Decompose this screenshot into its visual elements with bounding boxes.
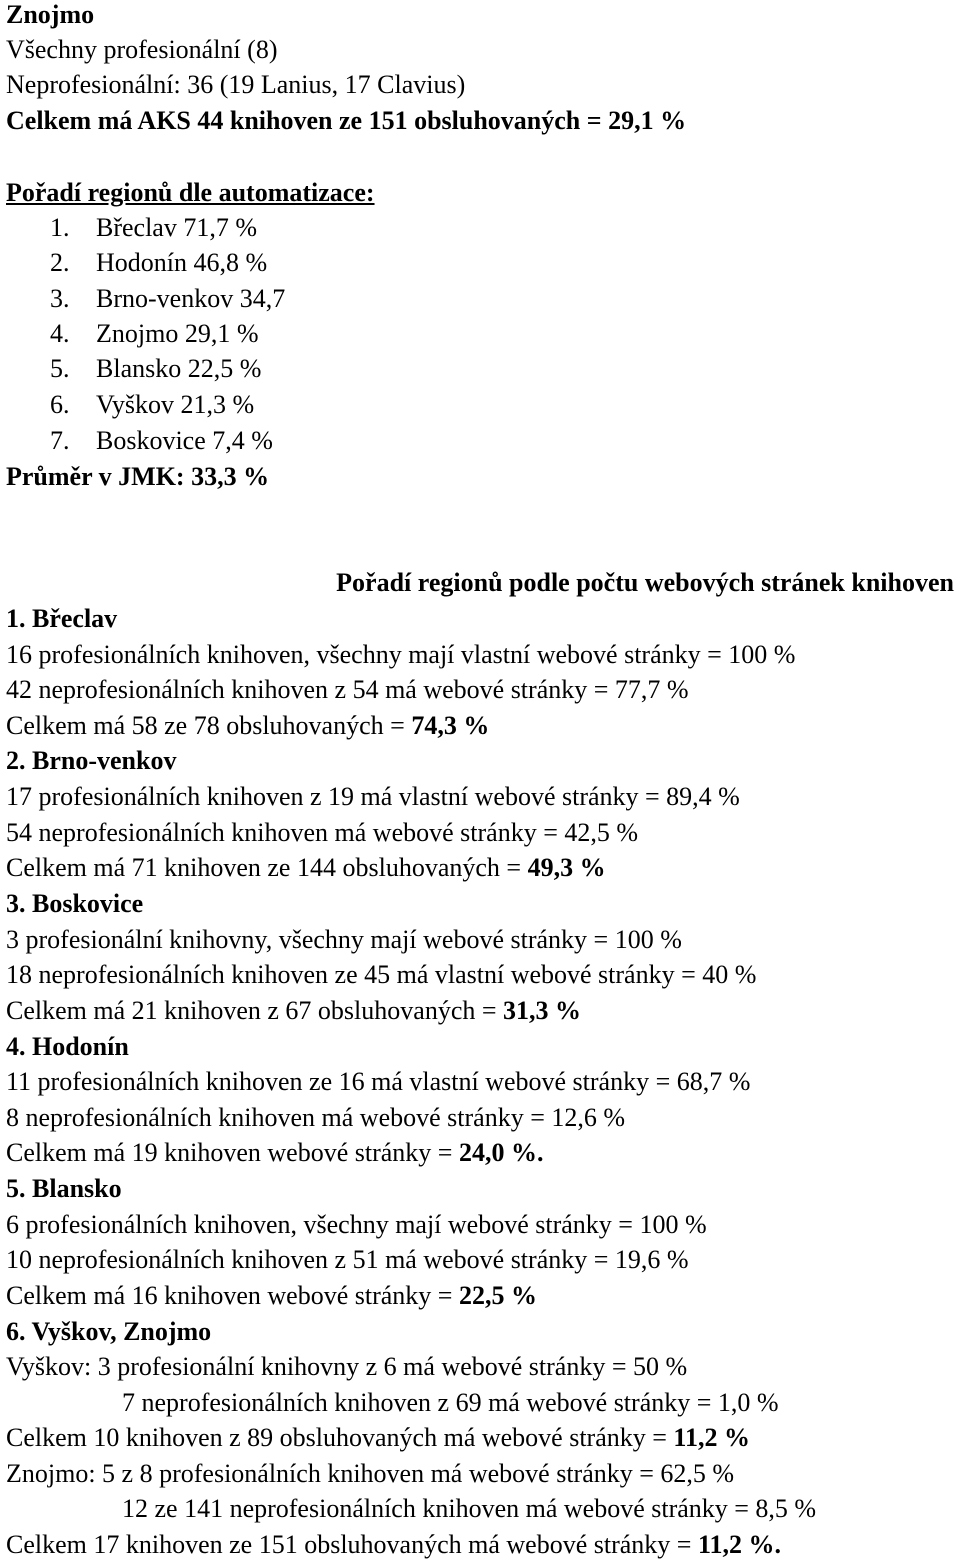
section-total: Celkem má 21 knihoven z 67 obsluhovaných = 31,3 % [6,996,582,1025]
section-line: 12 ze 141 neprofesionálních knihoven má webové stránky = 8,5 % [122,1494,817,1523]
list-item: 3. Brno-venkov 34,7 [50,284,286,313]
section-title-boskovice: 3. Boskovice [6,889,144,918]
section-title-breclav: 1. Břeclav [6,604,118,633]
list-item: 6. Vyškov 21,3 % [50,390,255,419]
automation-average: Průměr v JMK: 33,3 % [6,462,270,491]
header-line-nonprofessional: Neprofesionální: 36 (19 Lanius, 17 Clavius) [6,70,466,99]
section-total: Celkem 17 knihoven ze 151 obsluhovaných má webové stránky = 11,2 %. [6,1530,782,1559]
section-total: Celkem má 19 knihoven webové stránky = 24,0 %. [6,1138,544,1167]
section-line: 3 profesionální knihovny, všechny mají webové stránky = 100 % [6,925,682,954]
section-title-blansko: 5. Blansko [6,1174,122,1203]
list-item: 5. Blansko 22,5 % [50,354,262,383]
list-item: 7. Boskovice 7,4 % [50,426,273,455]
section-line: Vyškov: 3 profesionální knihovny z 6 má webové stránky = 50 % [6,1352,688,1381]
section-line: 6 profesionálních knihoven, všechny mají webové stránky = 100 % [6,1210,707,1239]
section-title-vyskov-znojmo: 6. Vyškov, Znojmo [6,1317,212,1346]
section-title-brno-venkov: 2. Brno-venkov [6,746,177,775]
section-line: 11 profesionálních knihoven ze 16 má vlastní webové stránky = 68,7 % [6,1067,751,1096]
web-heading: Pořadí regionů podle počtu webových stránek knihoven [336,568,954,597]
automation-heading: Pořadí regionů dle automatizace: [6,178,375,207]
section-total: Celkem má 58 ze 78 obsluhovaných = 74,3 % [6,711,490,740]
header-line-total: Celkem má AKS 44 knihoven ze 151 obsluhovaných = 29,1 % [6,106,687,135]
section-line: 8 neprofesionálních knihoven má webové stránky = 12,6 % [6,1103,626,1132]
section-line: 7 neprofesionálních knihoven z 69 má webové stránky = 1,0 % [122,1388,779,1417]
section-title-hodonin: 4. Hodonín [6,1032,129,1061]
list-item: 1. Břeclav 71,7 % [50,213,258,242]
section-line: 54 neprofesionálních knihoven má webové stránky = 42,5 % [6,818,639,847]
header-line-professional: Všechny profesionální (8) [6,35,278,64]
section-total: Celkem má 71 knihoven ze 144 obsluhovaných = 49,3 % [6,853,606,882]
section-total: Celkem 10 knihoven z 89 obsluhovaných má webové stránky = 11,2 % [6,1423,750,1452]
list-item: 2. Hodonín 46,8 % [50,248,268,277]
section-line: 16 profesionálních knihoven, všechny mají vlastní webové stránky = 100 % [6,640,796,669]
section-line: 42 neprofesionálních knihoven z 54 má webové stránky = 77,7 % [6,675,689,704]
list-item: 4. Znojmo 29,1 % [50,319,259,348]
section-total: Celkem má 16 knihoven webové stránky = 22,5 % [6,1281,537,1310]
section-line: 18 neprofesionálních knihoven ze 45 má vlastní webové stránky = 40 % [6,960,757,989]
page-title: Znojmo [6,0,95,29]
section-line: 17 profesionálních knihoven z 19 má vlastní webové stránky = 89,4 % [6,782,740,811]
section-line: Znojmo: 5 z 8 profesionálních knihoven má webové stránky = 62,5 % [6,1459,735,1488]
section-line: 10 neprofesionálních knihoven z 51 má webové stránky = 19,6 % [6,1245,689,1274]
